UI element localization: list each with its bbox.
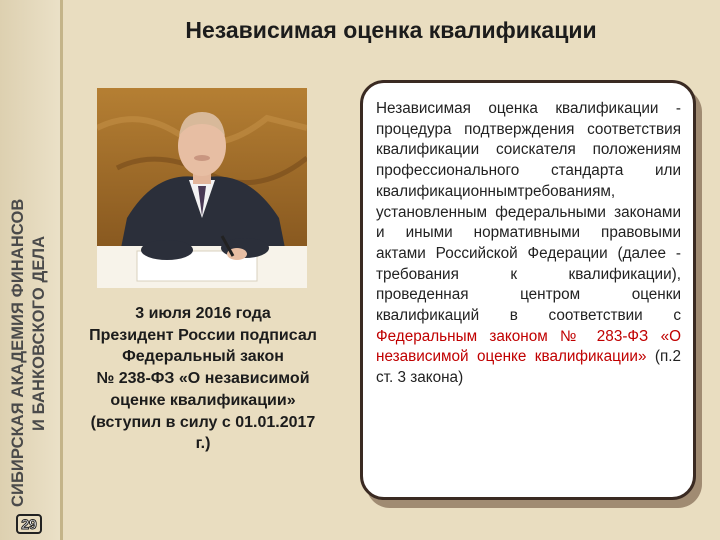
caption-line: (вступил в силу с 01.01.2017	[90, 413, 316, 431]
caption-line: Президент России подписал	[89, 326, 317, 344]
law-signing-caption	[68, 303, 338, 455]
definition-text-part: (п.2 ст. 3 закона)	[376, 348, 681, 387]
caption-line: г.)	[195, 435, 211, 453]
slide-number: 29	[16, 514, 42, 534]
sidebar-org-name-line2: И БАНКОВСКОГО ДЕЛА	[30, 235, 48, 431]
caption-line: № 238-ФЗ «О независимой	[96, 370, 310, 388]
caption-line: 3 июля 2016 года	[135, 305, 271, 322]
definition-box	[360, 80, 696, 500]
sidebar-org-name-line1: СИБИРСКАЯ АКАДЕМИЯ ФИНАНСОВ	[9, 198, 27, 507]
sidebar-divider	[60, 0, 63, 540]
definition-text-part: Независимая оценка квалификации - процедура подтверждения соответствия квалификации соискателя положениям профессионального стандарта или квалификационнымтребованиям, установленным федеральными законами и иными нормативными правовыми актами Российской Федерации (далее - требования к квалификации), проведенная центром оценки квалификаций в соответствии с	[376, 100, 681, 325]
slide-title: Независимая оценка квалификации	[185, 17, 597, 43]
law-reference: Федеральным законом № 283-ФЗ «О независимой оценке квалификации»	[376, 327, 681, 366]
definition-text	[376, 99, 681, 389]
caption-line: оценке квалификации»	[110, 391, 296, 409]
caption-line: Федеральный закон	[122, 348, 284, 366]
person-signing-document-photo	[97, 88, 307, 288]
